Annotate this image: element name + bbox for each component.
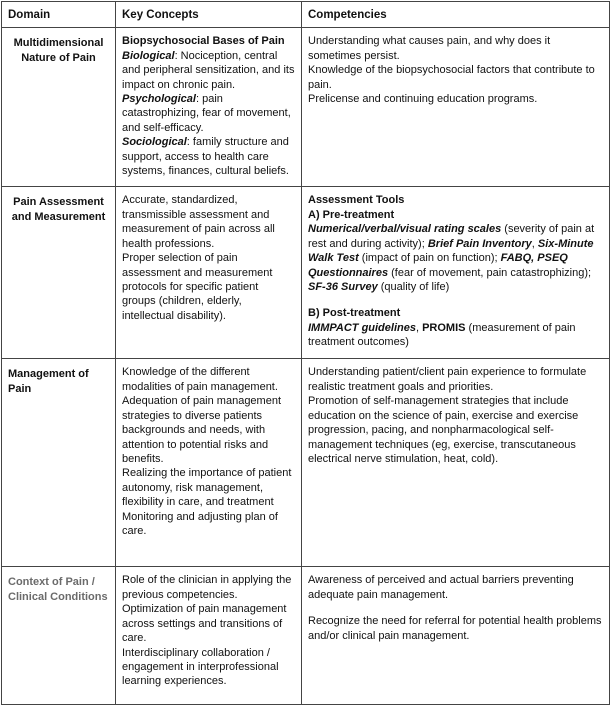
- key-item: Monitoring and adjusting plan of care.: [122, 510, 278, 537]
- table-row: [2, 187, 610, 359]
- key-concepts-cell: [116, 359, 302, 567]
- key-item: Knowledge of the different modalities of pain management.: [122, 366, 278, 393]
- competency-item: Understanding what causes pain, and why does it sometimes persist.: [308, 35, 551, 62]
- competencies-cell: [302, 567, 610, 705]
- key-item: Role of the clinician in applying the previous competencies.: [122, 574, 292, 601]
- pre-treatment-title: A) Pre-treatment: [308, 208, 395, 221]
- competency-item: Awareness of perceived and actual barriers preventing adequate pain management.: [308, 574, 574, 601]
- domain-cell: Multidimensional Nature of Pain: [2, 28, 116, 187]
- key-concepts-cell: [116, 567, 302, 705]
- key-item: Realizing the importance of patient autonomy, risk management, flexibility in care, and treatment: [122, 467, 292, 509]
- key-item: Interdisciplinary collaboration / engagement in interprofessional learning experiences.: [122, 646, 279, 688]
- table-row: [2, 567, 610, 705]
- header-competencies: Competencies: [302, 2, 610, 28]
- competency-item: Knowledge of the biopsychosocial factors that contribute to pain.: [308, 64, 595, 91]
- competency-item: Promotion of self-management strategies that include education on the science of pain, exercise and exercise progression, pacing, and nonpharmacological self-management techniques (eg, exercise, transcutaneous electrical nerve stimulation, heat, cold).: [308, 395, 579, 465]
- header-domain: Domain: [2, 2, 116, 28]
- key-item: Psychological: pain catastrophizing, fear of movement, and self-efficacy.: [122, 93, 291, 134]
- key-concepts-cell: [116, 187, 302, 359]
- competencies-cell: [302, 359, 610, 567]
- header-key-concepts: Key Concepts: [116, 2, 302, 28]
- key-heading: Biopsychosocial Bases of Pain: [122, 35, 285, 48]
- post-treatment-tools: IMMPACT guidelines, PROMIS (measurement of pain treatment outcomes): [308, 321, 576, 349]
- competencies-table: [1, 1, 610, 705]
- key-item: Accurate, standardized, transmissible assessment and measurement of pain across all health professions.: [122, 194, 275, 250]
- table-row: [2, 359, 610, 567]
- domain-cell: Management of Pain: [2, 359, 116, 567]
- competency-item: Prelicense and continuing education programs.: [308, 93, 538, 106]
- key-item: Sociological: family structure and support, access to health care systems, finances, cultural beliefs.: [122, 136, 289, 178]
- domain-cell: Context of Pain / Clinical Conditions: [2, 567, 116, 705]
- competencies-cell: [302, 187, 610, 359]
- pre-treatment-tools: Numerical/verbal/visual rating scales (severity of pain at rest and during activity); Brief Pain Inventory, Six-Minute Walk Test (impact of pain on function); FABQ, PSEQ Questionnaires (fear of movement, pain catastrophizing); SF-36 Survey (quality of life): [308, 223, 595, 293]
- competency-item: Understanding patient/client pain experience to formulate realistic treatment goals and priorities.: [308, 366, 587, 393]
- header-row: [2, 2, 610, 28]
- domain-cell: Pain Assessment and Measurement: [2, 187, 116, 359]
- key-item: Biological: Nociception, central and peripheral sensitization, and its impact on chronic pain.: [122, 49, 295, 91]
- post-treatment-title: B) Post-treatment: [308, 307, 401, 320]
- key-item: Optimization of pain management across settings and transitions of care.: [122, 603, 287, 645]
- key-item: Proper selection of pain assessment and measurement protocols for specific patient groups (children, elderly, intellectual disability).: [122, 252, 273, 322]
- assessment-tools-title: Assessment Tools: [308, 194, 405, 207]
- table-row: [2, 28, 610, 187]
- key-item: Adequation of pain management strategies to diverse patients backgrounds and needs, with attention to potential risks and benefits.: [122, 395, 282, 465]
- competencies-cell: [302, 28, 610, 187]
- key-concepts-cell: [116, 28, 302, 187]
- competency-item: Recognize the need for referral for potential health problems and/or clinical pain management.: [308, 615, 602, 642]
